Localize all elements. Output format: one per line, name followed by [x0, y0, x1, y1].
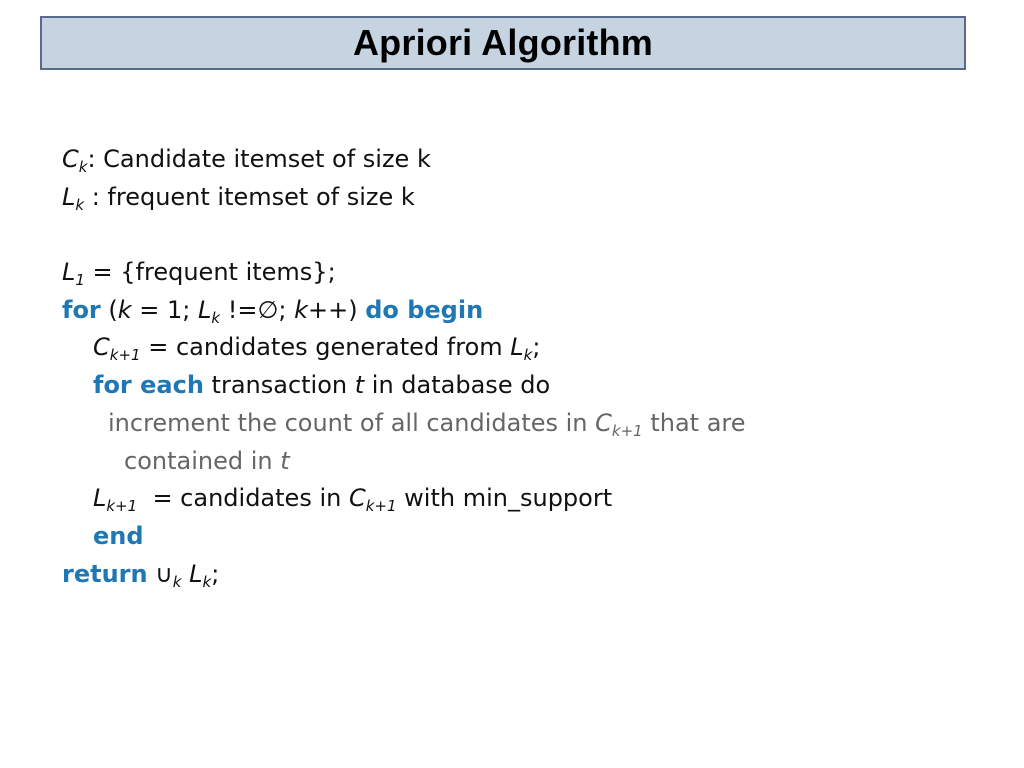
- c-l-subscript: k: [523, 346, 533, 365]
- foreach-t-var: t: [354, 371, 365, 400]
- line-contained: [62, 443, 982, 481]
- union-symbol: ∪: [147, 559, 173, 588]
- ck-definition-text: : Candidate itemset of size k: [87, 145, 431, 173]
- line-lk1-assign: [62, 480, 982, 518]
- line-candidate-generation: [62, 329, 982, 367]
- do-begin-keyword: do begin: [365, 295, 484, 324]
- lk-definition-text: : frequent itemset of size k: [84, 182, 415, 211]
- line-return: [62, 556, 982, 594]
- l1-text: = {frequent items};: [84, 258, 336, 287]
- c-subscript: k+1: [109, 346, 141, 365]
- return-l-symbol: L: [189, 559, 203, 588]
- contained-t-var: t: [280, 446, 290, 475]
- foreach-text: transaction: [203, 371, 355, 400]
- line-l1-init: [62, 254, 982, 292]
- definition-lk: [62, 179, 982, 217]
- for-close-paren: ++): [307, 295, 366, 324]
- l2-c-subscript: k+1: [365, 497, 397, 516]
- for-l-subscript: k: [211, 308, 221, 327]
- for-each-keyword: for each: [93, 371, 204, 400]
- l1-subscript: 1: [75, 271, 85, 290]
- increment-rest: that are: [642, 408, 746, 437]
- line-increment: [62, 405, 982, 443]
- l2-c-symbol: C: [348, 484, 366, 513]
- lk-subscript: k: [75, 195, 85, 214]
- definition-ck: [62, 141, 982, 179]
- foreach-rest: in database do: [364, 371, 551, 400]
- union-subscript: k: [172, 572, 182, 591]
- increment-c-symbol: C: [595, 408, 612, 437]
- line-end: [62, 518, 982, 556]
- l1-symbol: L: [62, 258, 76, 287]
- title-bar: [40, 16, 966, 70]
- c-symbol: C: [93, 333, 110, 362]
- line-for-each: [62, 367, 982, 405]
- return-keyword: return: [62, 559, 148, 588]
- line-for-loop: [62, 292, 982, 330]
- for-k-var: k: [117, 295, 132, 324]
- for-keyword: for: [62, 295, 101, 324]
- ck-symbol: C: [62, 145, 79, 173]
- page-title: Apriori Algorithm: [352, 22, 654, 63]
- for-l-symbol: L: [198, 295, 212, 324]
- blank-line: [62, 216, 982, 254]
- slide-body: [62, 141, 982, 593]
- l2-rest: with min_support: [396, 484, 613, 513]
- l2-text: = candidates in: [137, 484, 349, 513]
- l2-symbol: L: [93, 484, 107, 513]
- for-k-increment-var: k: [294, 295, 308, 324]
- return-semicolon: ;: [211, 559, 220, 588]
- c-l-symbol: L: [510, 333, 524, 362]
- c-semicolon: ;: [532, 333, 541, 362]
- increment-text: increment the count of all candidates in: [108, 408, 596, 437]
- lk-symbol: L: [62, 182, 76, 211]
- return-l-subscript: k: [202, 572, 212, 591]
- for-init: = 1;: [131, 295, 199, 324]
- for-condition: !=∅;: [220, 295, 295, 324]
- l2-subscript: k+1: [106, 497, 138, 516]
- end-keyword: end: [93, 521, 144, 550]
- c-text: = candidates generated from: [140, 333, 511, 362]
- increment-c-subscript: k+1: [611, 421, 643, 440]
- contained-text: contained in: [124, 446, 281, 475]
- ck-subscript: k: [78, 158, 88, 176]
- for-open-paren: (: [100, 295, 118, 324]
